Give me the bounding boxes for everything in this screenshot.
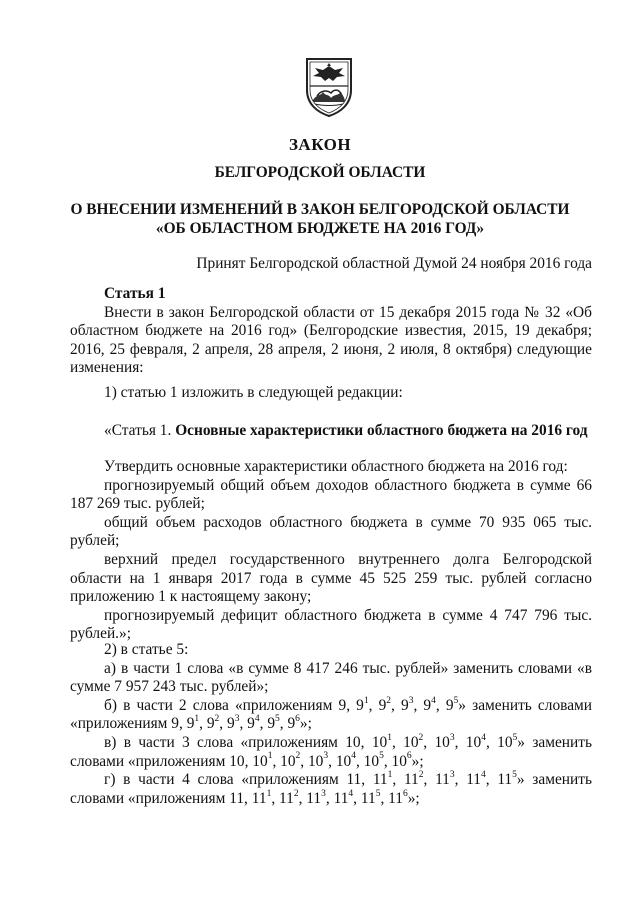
article-1-text: Внести в закон Белгородской области от 15 декабря 2015 года № 32 «Об областном бюджете на 2016 год» (Белгородские известия, 2015, 19 декабря; 2016, 25 февраля, 2 апреля, 28 апреля, 2 июня, 2 июля, 8 октября) следующие изменения: (70, 303, 592, 377)
item-2c-text: в) в части 3 слова «приложениям 10, $10^1$, $10^2$, $10^3$, $10^4$, $10^5$» заменить словами «приложениям 10, $10^1$, $10^2$, $10^3$, $10^4$, $10^5$, $10^6$»; (70, 732, 593, 770)
subtitle-line-1: О ВНЕСЕНИИ ИЗМЕНЕНИЙ В ЗАКОН БЕЛГОРОДСКОЙ ОБЛАСТИ (70, 201, 570, 218)
coat-of-arms-icon (303, 56, 355, 118)
income-line: прогнозируемый общий объем доходов областного бюджета в сумме 66 187 269 тыс. рублей; (70, 476, 592, 513)
document-region: БЕЛГОРОДСКОЙ ОБЛАСТИ (214, 164, 426, 181)
item-1-text: 1) статью 1 изложить в следующей редакции: (104, 384, 403, 401)
document-subtitle (0, 200, 640, 238)
article-1-block (70, 285, 592, 378)
debt-line: верхний предел государственного внутреннего долга Белгородской области на 1 января 2017 года в сумме 45 525 259 тыс. рублей согласно приложению 1 к настоящему закону; (70, 550, 592, 606)
approve-line: Утвердить основные характеристики областного бюджета на 2016 год: (104, 458, 568, 475)
expense-line: общий объем расходов областного бюджета в сумме 70 935 065 тыс. рублей; (70, 513, 592, 550)
adoption-line: Принят Белгородской областной Думой 24 ноября 2016 года (196, 255, 592, 272)
document-title: ЗАКОН (288, 135, 352, 154)
item-2-block (70, 641, 592, 808)
item-1 (70, 384, 592, 403)
article-1-heading: Статья 1 (104, 285, 166, 302)
item-2-text: 2) в статье 5: (104, 641, 189, 658)
item-2b-text: б) в части 2 слова «приложениям 9, $9^1$, $9^2$, $9^3$, $9^4$, $9^5$» заменить словами «приложениям 9, $9^1$, $9^2$, $9^3$, $9^4$, $9^5$, $9^6$»; (70, 695, 593, 733)
item-2a-text: а) в части 1 слова «в сумме 8 417 246 тыс. рублей» заменить словами «в сумме 7 957 243 тыс. рублей»; (70, 659, 592, 696)
item-2d-text: г) в части 4 слова «приложениям 11, $11^1$, $11^2$, $11^3$, $11^4$, $11^5$» заменить словами «приложениям 11, $11^1$, $11^2$, $11^3$, $11^4$, $11^5$, $11^6$»; (70, 770, 592, 807)
deficit-line: прогнозируемый дефицит областного бюджета в сумме 4 747 796 тыс. рублей.»; (70, 606, 592, 643)
quote-prefix: «Статья 1. (104, 422, 172, 439)
quoted-article-heading (70, 422, 600, 441)
quote-heading: Основные характеристики областного бюджета на 2016 год (175, 422, 588, 439)
budget-characteristics (70, 458, 592, 644)
subtitle-line-2: «ОБ ОБЛАСТНОМ БЮДЖЕТЕ НА 2016 ГОД» (155, 220, 485, 237)
